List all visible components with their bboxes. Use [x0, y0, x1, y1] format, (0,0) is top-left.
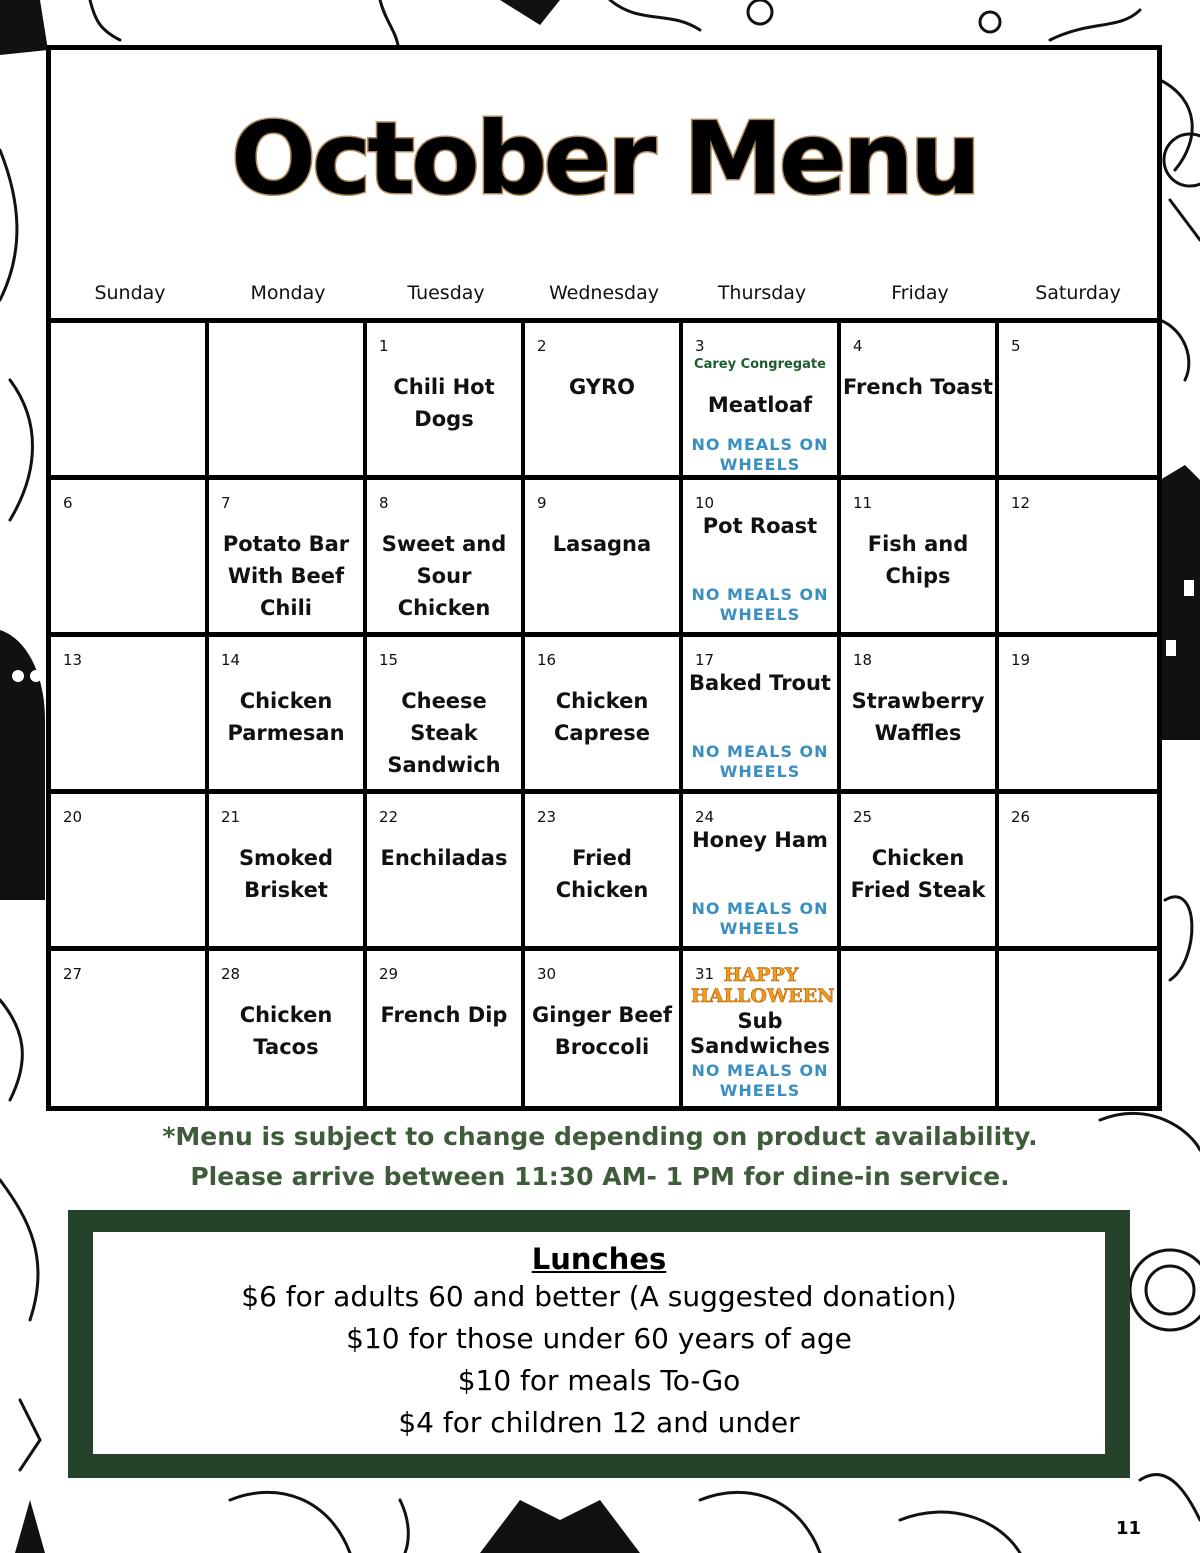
day-number: 2 — [537, 337, 547, 355]
calendar-day-cell — [841, 951, 999, 1111]
day-number: 31 — [695, 965, 715, 983]
weekday-header: Tuesday — [407, 282, 485, 304]
congregate-site-label: Carey Congregate — [694, 357, 826, 372]
page-number: 11 — [1116, 1518, 1142, 1539]
day-number: 11 — [853, 494, 873, 512]
day-number: 22 — [379, 808, 399, 826]
calendar-day-cell — [999, 323, 1157, 480]
no-meals-on-wheels-label: NO MEALS ON WHEELS — [691, 742, 829, 781]
calendar-day-cell — [525, 637, 683, 794]
calendar-day-cell — [841, 323, 999, 480]
calendar-day-cell — [209, 480, 367, 637]
calendar-day-cell — [683, 323, 841, 480]
calendar-day-cell — [51, 951, 209, 1111]
meal-name: Chicken Parmesan — [227, 689, 345, 745]
calendar-day-cell — [525, 951, 683, 1111]
meal-name: Pot Roast — [702, 514, 818, 538]
day-number: 17 — [695, 651, 715, 669]
calendar-day-cell — [683, 951, 841, 1111]
meal-name: Smoked Brisket — [238, 846, 334, 902]
meal-name: French Dip — [380, 1003, 508, 1027]
calendar-day-cell — [999, 637, 1157, 794]
meal-name: Strawberry Waffles — [851, 689, 985, 745]
happy-halloween-banner: HAPPY HALLOWEEN — [691, 964, 835, 1007]
day-number: 20 — [63, 808, 83, 826]
calendar-day-cell — [525, 480, 683, 637]
weekday-header: Sunday — [94, 282, 166, 304]
meal-name: Sub Sandwiches — [689, 1009, 831, 1058]
meal-name: Chicken Tacos — [239, 1003, 333, 1059]
lunch-pricing-frame — [68, 1210, 1130, 1478]
day-number: 8 — [379, 494, 389, 512]
calendar-day-cell — [367, 951, 525, 1111]
day-number: 21 — [221, 808, 241, 826]
calendar-day-cell — [367, 323, 525, 480]
day-number: 28 — [221, 965, 241, 983]
dine-in-hours-note: Please arrive between 11:30 AM- 1 PM for dine-in service. — [190, 1162, 1010, 1191]
day-number: 29 — [379, 965, 399, 983]
page-title: October Menu — [230, 100, 978, 217]
meal-name: Meatloaf — [707, 393, 813, 417]
no-meals-on-wheels-label: NO MEALS ON WHEELS — [691, 435, 829, 474]
calendar-day-cell — [367, 480, 525, 637]
day-number: 15 — [379, 651, 399, 669]
no-meals-on-wheels-label: NO MEALS ON WHEELS — [691, 585, 829, 624]
day-number: 30 — [537, 965, 557, 983]
meal-name: Lasagna — [552, 532, 652, 556]
meal-name: French Toast — [843, 375, 993, 399]
calendar-day-cell — [51, 480, 209, 637]
day-number: 4 — [853, 337, 863, 355]
calendar-day-cell — [841, 480, 999, 637]
lunch-pricing-title: Lunches — [531, 1242, 667, 1276]
price-line: $10 for those under 60 years of age — [346, 1322, 852, 1355]
calendar-day-cell — [841, 637, 999, 794]
weekday-header: Friday — [891, 282, 949, 304]
calendar-day-cell — [999, 951, 1157, 1111]
menu-disclaimer: *Menu is subject to change depending on product availability. — [162, 1122, 1038, 1151]
weekday-header: Thursday — [717, 282, 807, 304]
day-number: 18 — [853, 651, 873, 669]
calendar-day-cell — [683, 637, 841, 794]
meal-name: Ginger Beef Broccoli — [532, 1003, 672, 1059]
calendar-day-cell — [51, 323, 209, 480]
meal-name: Honey Ham — [692, 828, 828, 852]
calendar-day-cell — [367, 637, 525, 794]
day-number: 23 — [537, 808, 557, 826]
day-number: 12 — [1011, 494, 1031, 512]
calendar-day-cell — [209, 951, 367, 1111]
menu-calendar-card — [46, 45, 1162, 1111]
calendar-day-cell — [525, 323, 683, 480]
no-meals-on-wheels-label: NO MEALS ON WHEELS — [691, 1061, 829, 1100]
day-number: 25 — [853, 808, 873, 826]
day-number: 24 — [695, 808, 715, 826]
calendar-day-cell — [525, 794, 683, 951]
day-number: 6 — [63, 494, 73, 512]
price-line: $4 for children 12 and under — [398, 1406, 800, 1439]
day-number: 10 — [695, 494, 715, 512]
calendar-day-cell — [683, 794, 841, 951]
meal-name: GYRO — [568, 375, 635, 399]
meal-name: Fried Chicken — [555, 846, 649, 902]
calendar-day-cell — [209, 794, 367, 951]
weekday-header: Monday — [250, 282, 326, 304]
calendar-grid — [51, 318, 1157, 1106]
meal-name: Baked Trout — [689, 671, 831, 695]
calendar-day-cell — [841, 794, 999, 951]
meal-name: Potato Bar With Beef Chili — [222, 532, 350, 620]
calendar-day-cell — [209, 637, 367, 794]
day-number: 19 — [1011, 651, 1031, 669]
calendar-day-cell — [683, 480, 841, 637]
weekday-header: Saturday — [1035, 282, 1121, 304]
meal-name: Enchiladas — [380, 846, 508, 870]
weekday-header: Wednesday — [548, 282, 659, 304]
no-meals-on-wheels-label: NO MEALS ON WHEELS — [691, 899, 829, 938]
meal-name: Chicken Fried Steak — [850, 846, 986, 902]
meal-name: Sweet and Sour Chicken — [381, 532, 507, 620]
day-number: 13 — [63, 651, 83, 669]
day-number: 7 — [221, 494, 231, 512]
calendar-day-cell — [51, 794, 209, 951]
calendar-day-cell — [999, 480, 1157, 637]
calendar-day-cell — [51, 637, 209, 794]
day-number: 9 — [537, 494, 547, 512]
price-line: $10 for meals To-Go — [457, 1364, 741, 1397]
day-number: 26 — [1011, 808, 1031, 826]
price-line: $6 for adults 60 and better (A suggested donation) — [241, 1280, 957, 1313]
calendar-day-cell — [209, 323, 367, 480]
day-number: 27 — [63, 965, 83, 983]
day-number: 14 — [221, 651, 241, 669]
day-number: 16 — [537, 651, 557, 669]
meal-name: Chicken Caprese — [554, 689, 650, 745]
calendar-day-cell — [367, 794, 525, 951]
calendar-day-cell — [999, 794, 1157, 951]
day-number: 3 — [695, 337, 705, 355]
meal-name: Cheese Steak Sandwich — [387, 689, 501, 777]
meal-name: Chili Hot Dogs — [393, 375, 495, 431]
day-number: 1 — [379, 337, 389, 355]
lunch-pricing-box — [93, 1232, 1105, 1454]
day-number: 5 — [1011, 337, 1021, 355]
meal-name: Fish and Chips — [867, 532, 969, 588]
